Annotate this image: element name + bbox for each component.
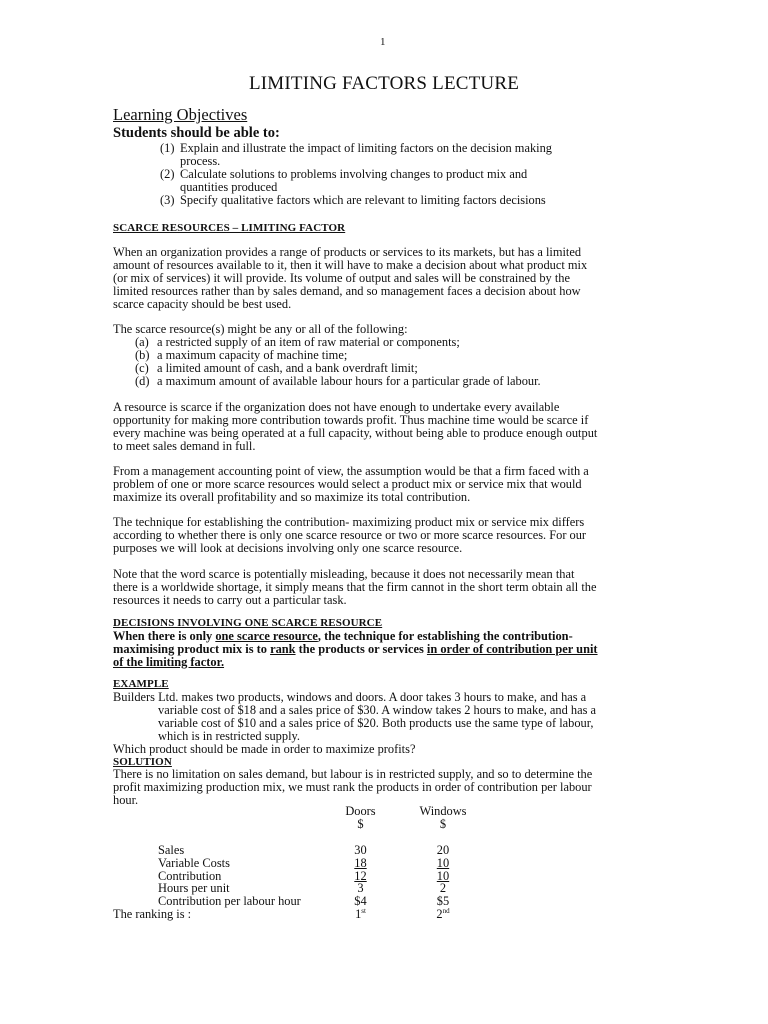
scarce-resources-heading: SCARCE RESOURCES – LIMITING FACTOR <box>113 222 346 234</box>
row-label: Contribution per labour hour <box>158 894 301 909</box>
solution-text <box>113 768 658 807</box>
rule-line: of the limiting factor. <box>113 654 225 669</box>
paragraph-line: purposes we will look at decisions involving only one scarce resource. <box>113 540 463 555</box>
paragraph-line: resources it needs to carry out a particular task. <box>113 592 347 607</box>
row-label: Sales <box>158 842 185 857</box>
list-item: (a) a restricted supply of an item of raw material or components; <box>135 335 460 349</box>
solution-heading: SOLUTION <box>113 756 172 768</box>
example-heading: EXAMPLE <box>113 678 169 690</box>
paragraph-line: maximize its overall profitability and so maximize its total contribution. <box>113 489 471 504</box>
objective-item <box>160 194 660 207</box>
example-text <box>113 691 658 756</box>
paragraph-line: variable cost of $18 and a sales price of $30. A window takes 2 hours to make, and has a <box>158 702 597 717</box>
learning-objectives-subheading: Students should be able to: <box>113 125 280 141</box>
rank-doors: 1st <box>355 907 366 922</box>
objective-item <box>160 142 660 168</box>
paragraph-line: Note that the word scarce is potentially misleading, because it does not necessarily mean that <box>113 567 575 581</box>
learning-objectives-heading: Learning Objectives <box>113 105 248 124</box>
list-item: (d) a maximum amount of available labour hours for a particular grade of labour. <box>135 373 541 388</box>
table-row <box>113 857 483 870</box>
rule-line: When there is only one scarce resource, the technique for establishing the contribution- <box>113 629 573 643</box>
paragraph-line: which is in restricted supply. <box>158 728 301 743</box>
column-header-doors: Doors <box>345 804 376 818</box>
scarce-list-intro: The scarce resource(s) might be any or all of the following: <box>113 322 408 336</box>
ranking-row <box>113 908 483 921</box>
row-label: Hours per unit <box>158 881 230 896</box>
objective-number: (3) <box>160 192 175 207</box>
paragraph-line: profit maximizing production mix, we must rank the products in order of contribution per labour <box>113 779 592 794</box>
paragraph-line: When an organization provides a range of products or services to its markets, but has a limited <box>113 245 582 259</box>
cell-windows: 20 <box>436 842 450 857</box>
paragraph-line: From a management accounting point of view, the assumption would be that a firm faced with a <box>113 464 589 478</box>
rank-windows: 2nd <box>436 907 450 922</box>
cell-doors: 3 <box>357 881 364 896</box>
cell-windows: 10 <box>436 855 450 870</box>
scarce-paragraph-3 <box>113 465 658 504</box>
contribution-table <box>113 805 483 921</box>
paragraph-line: Builders Ltd. makes two products, windows and doors. A door takes 3 hours to make, and has a <box>113 690 587 704</box>
cell-windows: 10 <box>436 868 450 883</box>
decisions-heading: DECISIONS INVOLVING ONE SCARCE RESOURCE <box>113 617 383 629</box>
cell-doors: 30 <box>354 842 367 857</box>
cell-doors: 18 <box>354 855 367 870</box>
objective-line: process. <box>180 153 221 168</box>
cell-windows: 2 <box>439 881 447 896</box>
table-currency-row <box>113 818 483 831</box>
scarce-paragraph-2 <box>113 401 658 453</box>
ranking-rule <box>113 630 658 669</box>
objective-item <box>160 168 660 194</box>
paragraph-line: There is no limitation on sales demand, but labour is in restricted supply, and so to determine the <box>113 767 593 781</box>
cell-doors: $4 <box>354 894 367 909</box>
objective-number: (1) <box>160 141 175 155</box>
scarce-resource-list <box>135 336 541 388</box>
paragraph-line: variable cost of $10 and a sales price of $20. Both products use the same type of labour, <box>158 715 594 730</box>
scarce-paragraph-5 <box>113 568 658 607</box>
paragraph-line: to meet sales demand in full. <box>113 438 256 453</box>
objective-line: Specify qualitative factors which are relevant to limiting factors decisions <box>180 192 546 207</box>
paragraph-line: amount of resources available to it, then it will have to make a decision about what product mix <box>113 257 588 272</box>
paragraph-line: hour. <box>113 792 139 807</box>
objective-line: Calculate solutions to problems involving changes to product mix and <box>180 166 528 181</box>
cell-doors: 12 <box>354 868 367 883</box>
objective-line: Explain and illustrate the impact of limiting factors on the decision making <box>180 141 552 155</box>
column-header-windows: Windows <box>419 804 467 818</box>
list-item: (b) a maximum capacity of machine time; <box>135 347 348 362</box>
page-title: LIMITING FACTORS LECTURE <box>248 73 520 94</box>
paragraph-line: opportunity for making more contribution towards profit. Thus machine time would be scarce if <box>113 412 589 427</box>
paragraph-line: according to whether there is only one scarce resource or two or more scarce resources. For our <box>113 527 587 542</box>
row-label: Variable Costs <box>158 855 230 870</box>
paragraph-line: (or mix of services) it will provide. Its volume of output and sales will be constrained by the <box>113 270 570 285</box>
scarce-paragraph-4 <box>113 516 658 555</box>
cell-windows: $5 <box>436 894 450 909</box>
currency-label: $ <box>357 816 364 831</box>
paragraph-line: every machine was being operated at a full capacity, without being able to produce enough output <box>113 425 598 440</box>
objectives-list <box>160 142 660 207</box>
objective-line: quantities produced <box>180 179 278 194</box>
ranking-label: The ranking is : <box>113 907 192 922</box>
example-question: Which product should be made in order to maximize profits? <box>113 741 416 756</box>
currency-label: $ <box>439 816 447 831</box>
paragraph-line: The technique for establishing the contribution- maximizing product mix or service mix differs <box>113 515 585 529</box>
paragraph-line: limited resources rather than by sales demand, and so management faces a decision about how <box>113 283 581 298</box>
paragraph-line: there is a worldwide shortage, it simply means that the firm cannot in the short term obtain all the <box>113 579 597 594</box>
page-number: 1 <box>380 36 386 48</box>
rule-line: maximising product mix is to rank the products or services in order of contribution per unit <box>113 641 598 656</box>
paragraph-line: A resource is scarce if the organization does not have enough to undertake every available <box>113 400 560 414</box>
scarce-paragraph-1 <box>113 246 658 311</box>
table-row <box>113 844 483 857</box>
table-header-row <box>113 805 483 818</box>
list-item: (c) a limited amount of cash, and a bank overdraft limit; <box>135 360 418 375</box>
objective-number: (2) <box>160 166 175 181</box>
paragraph-line: problem of one or more scarce resources would select a product mix or service mix that would <box>113 476 582 491</box>
paragraph-line: scarce capacity should be best used. <box>113 296 292 311</box>
row-label: Contribution <box>158 868 222 883</box>
